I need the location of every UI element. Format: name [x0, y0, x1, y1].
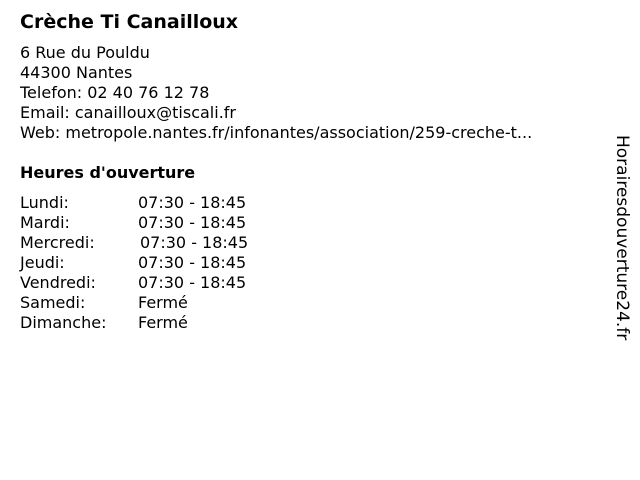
day-label: Mardi: [20, 213, 70, 232]
day-label: Lundi: [20, 193, 69, 212]
day-label: Samedi: [20, 293, 86, 312]
contact-block [20, 43, 586, 143]
hours-value: Fermé [138, 293, 188, 312]
hours-value: 07:30 - 18:45 [138, 273, 247, 292]
hours-row-saturday [20, 293, 270, 313]
hours-value: 07:30 - 18:45 [140, 233, 249, 252]
address-line-city: 44300 Nantes [20, 63, 133, 82]
hours-value: 07:30 - 18:45 [138, 213, 247, 232]
day-label: Dimanche: [20, 313, 107, 332]
day-label: Jeudi: [20, 253, 65, 272]
business-name: Crèche Ti Canailloux [20, 11, 239, 33]
day-label: Vendredi: [20, 273, 96, 292]
hours-value: Fermé [138, 313, 188, 332]
opening-hours-title: Heures d'ouverture [20, 163, 196, 182]
email-line: Email: canailloux@tiscali.fr [20, 103, 236, 122]
hours-row-sunday [20, 313, 270, 333]
opening-hours-table [20, 193, 270, 333]
hours-value: 07:30 - 18:45 [138, 253, 247, 272]
hours-row-monday [20, 193, 270, 213]
day-label: Mercredi: [20, 233, 95, 252]
hours-value: 07:30 - 18:45 [138, 193, 247, 212]
web-line: Web: metropole.nantes.fr/infonantes/association/259-creche-t... [20, 123, 533, 142]
address-line-street: 6 Rue du Pouldu [20, 43, 150, 62]
site-brand-vertical: Horairesdouverture24.fr [612, 135, 632, 341]
phone-line: Telefon: 02 40 76 12 78 [20, 83, 210, 102]
hours-row-thursday [20, 253, 270, 273]
hours-row-wednesday [20, 233, 270, 253]
hours-row-friday [20, 273, 270, 293]
hours-row-tuesday [20, 213, 270, 233]
